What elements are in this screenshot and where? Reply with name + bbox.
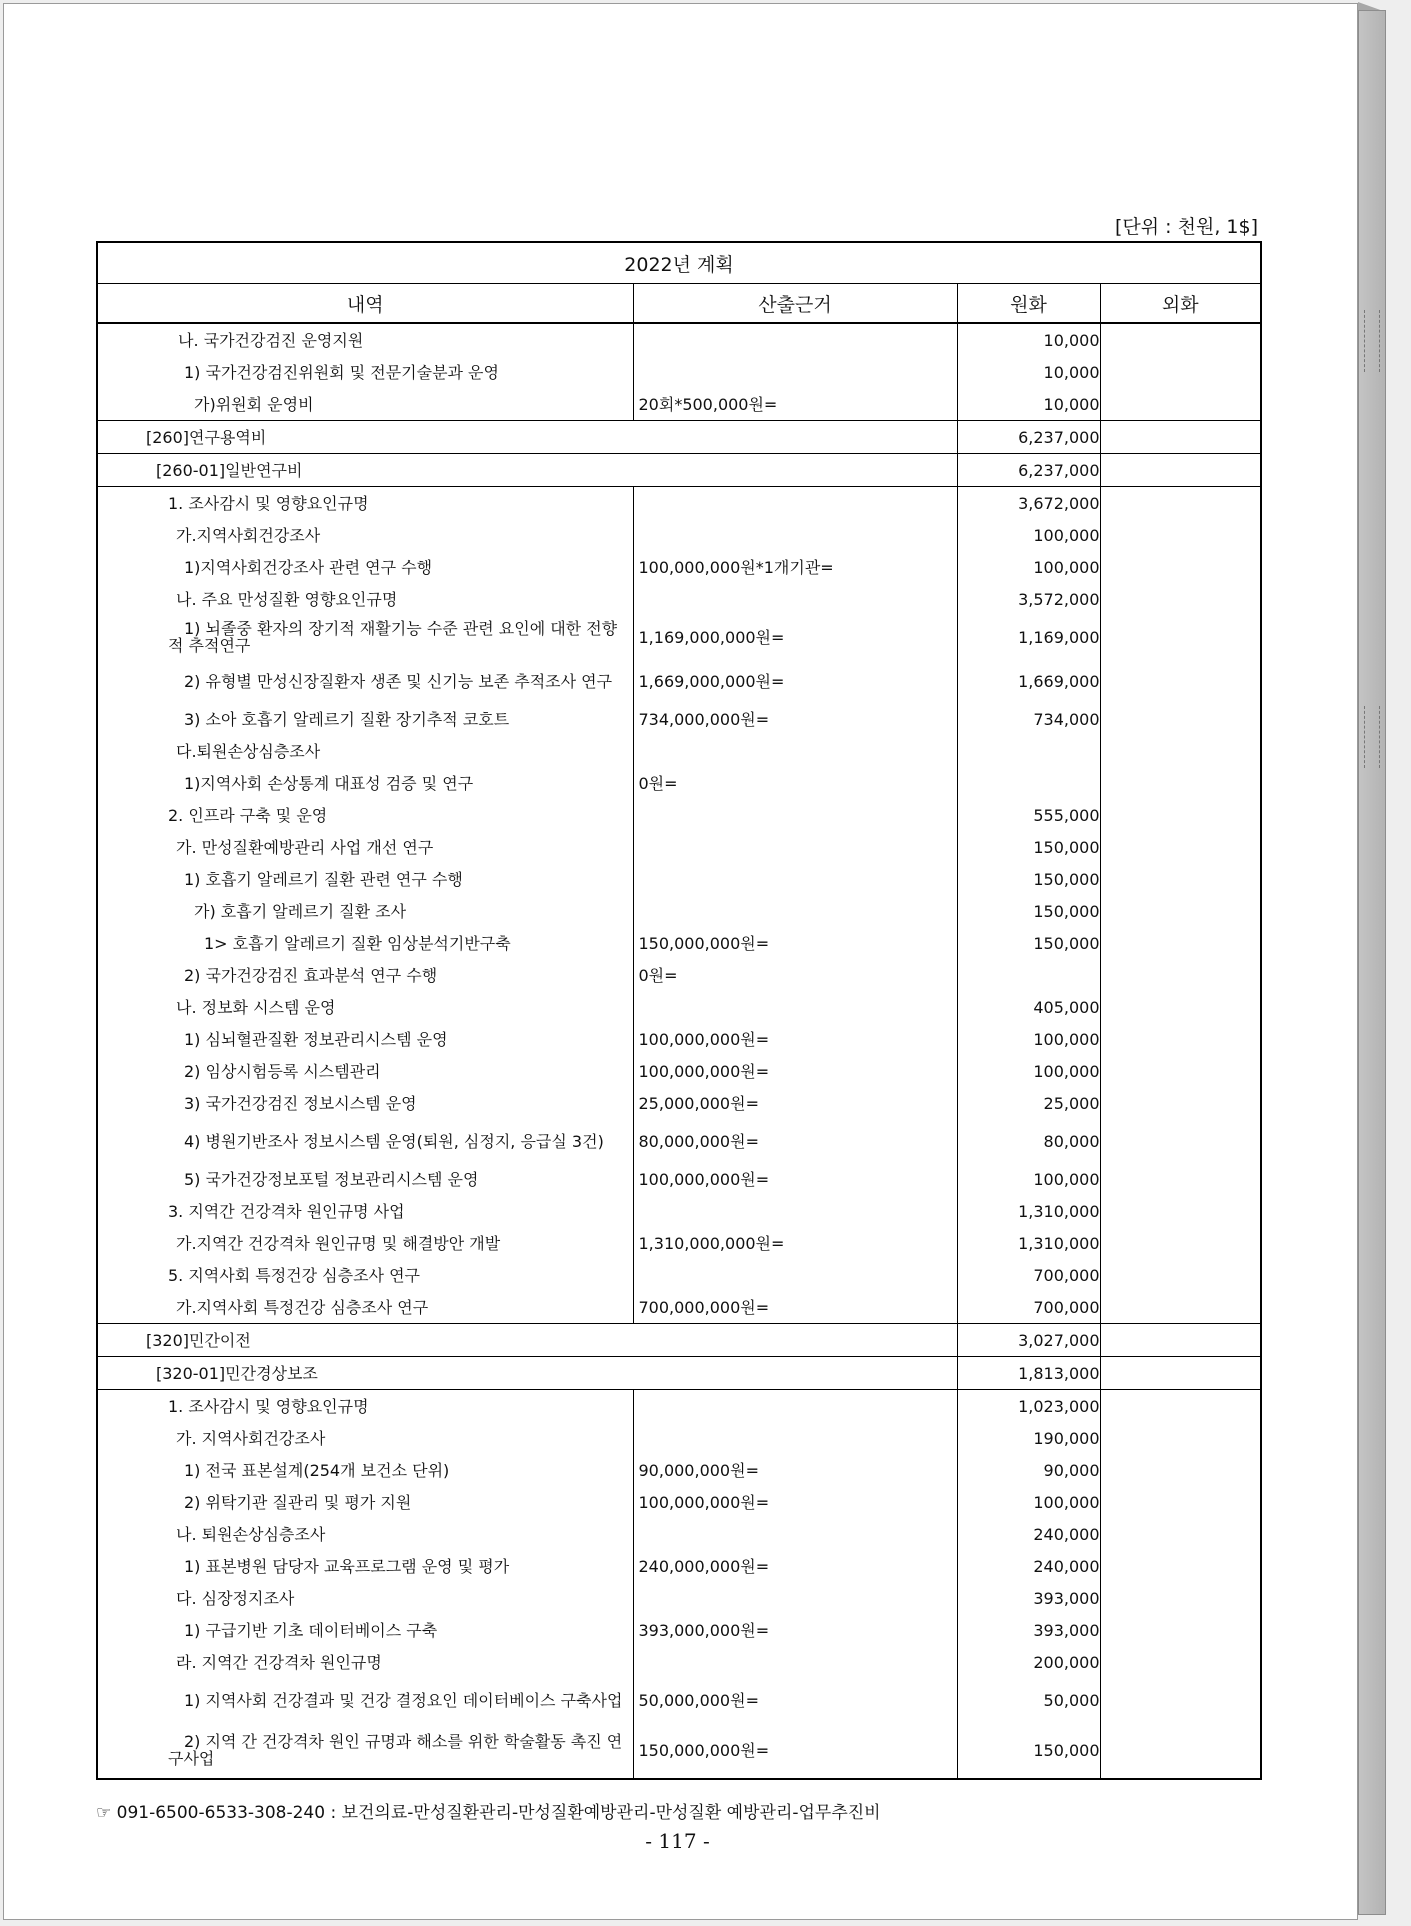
table-row [97,799,1261,831]
row-basis [633,863,957,895]
row-foreign [1100,454,1261,487]
table-row [97,1582,1261,1614]
row-foreign [1100,831,1261,863]
row-krw: 6,237,000 [957,454,1100,487]
row-foreign [1100,767,1261,799]
row-basis: 700,000,000원= [633,1291,957,1324]
row-krw: 100,000 [957,1163,1100,1195]
row-krw: 150,000 [957,831,1100,863]
table-row [97,1454,1261,1486]
row-basis [633,323,957,356]
table-row [97,1422,1261,1454]
table-row [97,927,1261,959]
row-foreign [1100,1422,1261,1454]
row-basis: 100,000,000원*1개기관= [633,551,957,583]
row-basis [633,735,957,767]
row-krw: 240,000 [957,1518,1100,1550]
row-desc: 나. 퇴원손상심층조사 [97,1518,633,1550]
table-row [97,323,1261,356]
row-desc: 2) 유형별 만성신장질환자 생존 및 신기능 보존 추적조사 연구 [97,659,633,703]
row-desc: 나. 국가건강검진 운영지원 [97,323,633,356]
row-desc: 2. 인프라 구축 및 운영 [97,799,633,831]
row-basis: 50,000,000원= [633,1678,957,1722]
row-basis: 100,000,000원= [633,1486,957,1518]
row-foreign [1100,551,1261,583]
row-basis: 90,000,000원= [633,1454,957,1486]
row-krw: 100,000 [957,1486,1100,1518]
table-row [97,1486,1261,1518]
table-row [97,1055,1261,1087]
row-desc: 1) 호흡기 알레르기 질환 관련 연구 수행 [97,863,633,895]
row-desc: 1) 국가건강검진위원회 및 전문기술분과 운영 [97,356,633,388]
row-krw: 3,672,000 [957,487,1100,520]
table-row [97,421,1261,454]
row-basis: 150,000,000원= [633,927,957,959]
row-desc: 가.지역간 건강격차 원인규명 및 해결방안 개발 [97,1227,633,1259]
budget-table [96,241,1262,1780]
row-krw: 734,000 [957,703,1100,735]
row-desc: 나. 주요 만성질환 영향요인규명 [97,583,633,615]
row-basis [633,1195,957,1227]
table-row [97,1550,1261,1582]
row-basis [633,519,957,551]
row-desc: 가.지역사회건강조사 [97,519,633,551]
row-krw: 50,000 [957,1678,1100,1722]
spine-mark [1364,310,1380,372]
row-foreign [1100,1722,1261,1779]
row-krw: 405,000 [957,991,1100,1023]
row-basis: 20회*500,000원= [633,388,957,421]
table-row [97,1023,1261,1055]
row-basis [633,1518,957,1550]
row-foreign [1100,959,1261,991]
row-basis: 0원= [633,959,957,991]
row-foreign [1100,1390,1261,1423]
table-row [97,1646,1261,1678]
row-basis [633,799,957,831]
row-krw: 1,310,000 [957,1195,1100,1227]
table-row [97,831,1261,863]
row-foreign [1100,323,1261,356]
row-foreign [1100,1291,1261,1324]
table-row [97,1518,1261,1550]
row-krw: 25,000 [957,1087,1100,1119]
row-desc: 다.퇴원손상심층조사 [97,735,633,767]
row-foreign [1100,863,1261,895]
row-krw: 3,572,000 [957,583,1100,615]
table-row [97,1678,1261,1722]
table-title-row [97,242,1261,284]
row-desc: 가)위원회 운영비 [97,388,633,421]
row-basis: 80,000,000원= [633,1119,957,1163]
row-desc: 1) 지역사회 건강결과 및 건강 결정요인 데이터베이스 구축사업 [97,1678,633,1722]
row-krw: 150,000 [957,863,1100,895]
row-foreign [1100,1614,1261,1646]
row-krw: 1,310,000 [957,1227,1100,1259]
row-basis [633,1422,957,1454]
table-row [97,659,1261,703]
header-desc: 내역 [97,284,633,324]
table-header-row [97,284,1261,324]
row-basis: 734,000,000원= [633,703,957,735]
row-foreign [1100,1119,1261,1163]
row-foreign [1100,1678,1261,1722]
table-row [97,1163,1261,1195]
row-krw: 393,000 [957,1614,1100,1646]
row-foreign [1100,1582,1261,1614]
row-krw: 150,000 [957,927,1100,959]
table-row [97,551,1261,583]
header-krw: 원화 [957,284,1100,324]
row-krw: 1,813,000 [957,1357,1100,1390]
header-basis: 산출근거 [633,284,957,324]
row-krw: 10,000 [957,323,1100,356]
row-desc: [320-01]민간경상보조 [97,1357,957,1390]
row-desc: 5) 국가건강정보포털 정보관리시스템 운영 [97,1163,633,1195]
row-desc: 1) 뇌졸중 환자의 장기적 재활기능 수준 관련 요인에 대한 전향적 추적연구 [97,615,633,659]
row-foreign [1100,927,1261,959]
row-desc: 1) 전국 표본설계(254개 보건소 단위) [97,1454,633,1486]
row-foreign [1100,799,1261,831]
row-krw: 555,000 [957,799,1100,831]
row-foreign [1100,703,1261,735]
row-foreign [1100,583,1261,615]
row-basis [633,991,957,1023]
row-krw: 1,169,000 [957,615,1100,659]
row-basis [633,895,957,927]
row-foreign [1100,615,1261,659]
table-row [97,991,1261,1023]
row-foreign [1100,1259,1261,1291]
row-basis [633,1259,957,1291]
row-krw: 1,023,000 [957,1390,1100,1423]
table-row [97,1390,1261,1423]
row-desc: 2) 지역 간 건강격차 원인 규명과 해소를 위한 학술활동 촉진 연구사업 [97,1722,633,1779]
row-desc: 라. 지역간 건강격차 원인규명 [97,1646,633,1678]
row-desc: 1) 심뇌혈관질환 정보관리시스템 운영 [97,1023,633,1055]
row-foreign [1100,1163,1261,1195]
table-row [97,767,1261,799]
row-desc: 1)지역사회건강조사 관련 연구 수행 [97,551,633,583]
row-foreign [1100,1454,1261,1486]
row-krw: 190,000 [957,1422,1100,1454]
row-basis [633,356,957,388]
row-basis: 240,000,000원= [633,1550,957,1582]
row-krw: 10,000 [957,388,1100,421]
row-krw: 10,000 [957,356,1100,388]
row-desc: 1)지역사회 손상통계 대표성 검증 및 연구 [97,767,633,799]
row-krw: 393,000 [957,1582,1100,1614]
row-basis: 150,000,000원= [633,1722,957,1779]
row-foreign [1100,895,1261,927]
row-krw: 80,000 [957,1119,1100,1163]
table-row [97,1087,1261,1119]
table-row [97,487,1261,520]
row-foreign [1100,487,1261,520]
row-krw: 150,000 [957,1722,1100,1779]
row-desc: 4) 병원기반조사 정보시스템 운영(퇴원, 심정지, 응급실 3건) [97,1119,633,1163]
row-foreign [1100,519,1261,551]
row-krw: 100,000 [957,519,1100,551]
row-krw: 200,000 [957,1646,1100,1678]
table-row [97,454,1261,487]
row-desc: 1) 구급기반 기초 데이터베이스 구축 [97,1614,633,1646]
row-basis [633,583,957,615]
row-krw: 90,000 [957,1454,1100,1486]
row-desc: 5. 지역사회 특정건강 심층조사 연구 [97,1259,633,1291]
row-basis [633,1646,957,1678]
row-basis: 0원= [633,767,957,799]
row-desc: 1. 조사감시 및 영향요인규명 [97,487,633,520]
row-basis: 1,169,000,000원= [633,615,957,659]
row-foreign [1100,735,1261,767]
spine-mark [1364,706,1380,768]
row-krw: 150,000 [957,895,1100,927]
row-krw [957,959,1100,991]
row-foreign [1100,659,1261,703]
row-krw: 100,000 [957,1055,1100,1087]
table-row [97,1324,1261,1357]
table-row [97,1722,1261,1779]
row-basis: 100,000,000원= [633,1023,957,1055]
table-row [97,1291,1261,1324]
row-desc: 1. 조사감시 및 영향요인규명 [97,1390,633,1423]
table-row [97,1195,1261,1227]
table-row [97,356,1261,388]
table-row [97,388,1261,421]
table-title: 2022년 계획 [97,242,1261,284]
table-row [97,959,1261,991]
row-desc: 가. 지역사회건강조사 [97,1422,633,1454]
table-row [97,1227,1261,1259]
row-desc: 나. 정보화 시스템 운영 [97,991,633,1023]
row-foreign [1100,1357,1261,1390]
row-krw [957,735,1100,767]
row-foreign [1100,1550,1261,1582]
row-basis [633,1582,957,1614]
row-desc: 3) 국가건강검진 정보시스템 운영 [97,1087,633,1119]
row-foreign [1100,356,1261,388]
row-basis: 100,000,000원= [633,1163,957,1195]
row-desc: [320]민간이전 [97,1324,957,1357]
row-desc: 가) 호흡기 알레르기 질환 조사 [97,895,633,927]
table-row [97,863,1261,895]
row-foreign [1100,1055,1261,1087]
row-krw: 700,000 [957,1259,1100,1291]
row-basis: 1,310,000,000원= [633,1227,957,1259]
row-foreign [1100,421,1261,454]
page-spine [1358,10,1386,1915]
row-desc: 3. 지역간 건강격차 원인규명 사업 [97,1195,633,1227]
row-foreign [1100,1324,1261,1357]
row-foreign [1100,991,1261,1023]
row-basis: 25,000,000원= [633,1087,957,1119]
row-foreign [1100,388,1261,421]
row-krw: 100,000 [957,551,1100,583]
row-desc: [260]연구용역비 [97,421,957,454]
row-krw: 700,000 [957,1291,1100,1324]
row-krw: 240,000 [957,1550,1100,1582]
row-desc: 2) 위탁기관 질관리 및 평가 지원 [97,1486,633,1518]
budget-code-note: ☞ 091-6500-6533-308-240 : 보건의료-만성질환관리-만성질환예방관리-만성질환 예방관리-업무추진비 [96,1803,881,1823]
row-desc: 2) 임상시험등록 시스템관리 [97,1055,633,1087]
table-body [97,323,1261,1779]
page-number: - 117 - [645,1829,710,1853]
row-basis: 393,000,000원= [633,1614,957,1646]
row-foreign [1100,1227,1261,1259]
row-desc: [260-01]일반연구비 [97,454,957,487]
row-basis [633,1390,957,1423]
row-desc: 2) 국가건강검진 효과분석 연구 수행 [97,959,633,991]
table-row [97,615,1261,659]
row-krw [957,767,1100,799]
row-basis: 100,000,000원= [633,1055,957,1087]
row-krw: 1,669,000 [957,659,1100,703]
row-basis [633,831,957,863]
header-foreign: 외화 [1100,284,1261,324]
table-row [97,583,1261,615]
row-desc: 가. 만성질환예방관리 사업 개선 연구 [97,831,633,863]
row-krw: 6,237,000 [957,421,1100,454]
row-krw: 100,000 [957,1023,1100,1055]
table-row [97,1119,1261,1163]
table-row [97,1614,1261,1646]
row-foreign [1100,1195,1261,1227]
row-basis: 1,669,000,000원= [633,659,957,703]
unit-label: [단위 : 천원, 1$] [1115,216,1258,238]
row-foreign [1100,1087,1261,1119]
table-row [97,895,1261,927]
table-row [97,1259,1261,1291]
row-foreign [1100,1646,1261,1678]
row-foreign [1100,1023,1261,1055]
table-row [97,703,1261,735]
row-foreign [1100,1518,1261,1550]
row-desc: 1) 표본병원 담당자 교육프로그램 운영 및 평가 [97,1550,633,1582]
row-desc: 1> 호흡기 알레르기 질환 임상분석기반구축 [97,927,633,959]
row-desc: 다. 심장정지조사 [97,1582,633,1614]
table-row [97,735,1261,767]
row-desc: 3) 소아 호흡기 알레르기 질환 장기추적 코호트 [97,703,633,735]
row-foreign [1100,1486,1261,1518]
row-krw: 3,027,000 [957,1324,1100,1357]
table-row [97,519,1261,551]
row-basis [633,487,957,520]
row-desc: 가.지역사회 특정건강 심층조사 연구 [97,1291,633,1324]
table-row [97,1357,1261,1390]
